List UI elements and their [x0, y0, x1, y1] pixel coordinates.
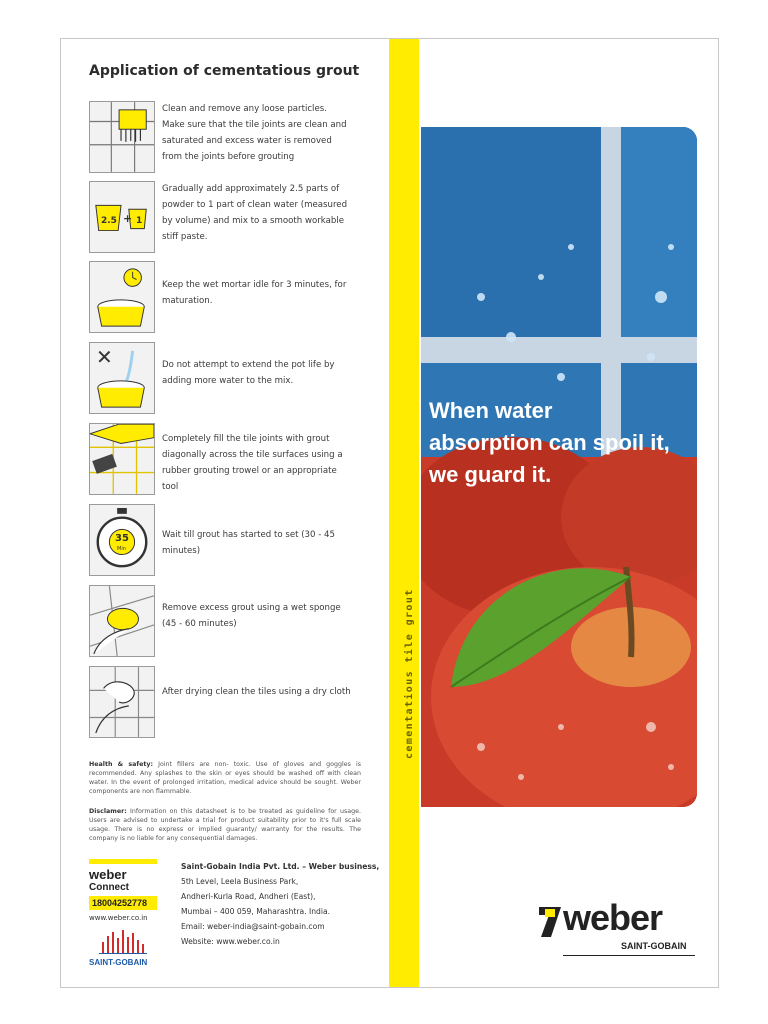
weber-connect-label: Connect	[89, 882, 129, 893]
step-3-text: Keep the wet mortar idle for 3 minutes, for maturation.	[162, 280, 347, 306]
no-extra-water-icon	[89, 342, 155, 414]
logo-underline	[563, 955, 695, 956]
product-name-vertical: cementatious tile grout	[404, 588, 415, 759]
stopwatch-unit: Min	[117, 546, 126, 552]
cross-icon: ✕	[96, 345, 113, 369]
weber-connect-badge	[89, 859, 157, 967]
disclaimer-label: Disclamer:	[89, 808, 127, 815]
address-line-3: Mumbai – 400 059, Maharashtra. India.	[181, 907, 331, 916]
hero-headline	[429, 395, 699, 491]
health-safety-label: Health & safety:	[89, 761, 154, 768]
helpline-number: 18004252778	[89, 896, 157, 910]
weber-connect-brand: weber	[89, 867, 127, 882]
company-email[interactable]: Email: weber-india@saint-gobain.com	[181, 922, 325, 931]
company-name: Saint-Gobain India Pvt. Ltd. – Weber business,	[181, 862, 380, 871]
weber-website-link[interactable]: www.weber.co.in	[89, 914, 148, 922]
health-safety-text: Joint fillers are non- toxic. Use of gloves and goggles is recommended. Any splashes to the skin or eyes should be washed off with clean water. In the event of prolonged irritation, medical advice should be sought. Weber components are non flammable.	[89, 761, 361, 795]
step-2-text: Gradually add approximately 2.5 parts of powder to 1 part of clean water (measured by volume) and mix to a smooth workable stiff paste.	[162, 184, 348, 242]
step-5-text: Completely fill the tile joints with grout diagonally across the tile surfaces using a rubber grouting trowel or an appropriate tool	[162, 434, 343, 492]
weber-logo-mark-icon	[539, 907, 561, 937]
headline-line-3: we guard it.	[429, 462, 552, 487]
saint-gobain-emblem-icon	[89, 928, 157, 954]
address-line-2: Andheri-Kurla Road, Andheri (East),	[181, 892, 316, 901]
mix-plus-label: +	[123, 212, 133, 225]
saint-gobain-label: SAINT-GOBAIN	[89, 958, 148, 967]
step-7-text: Remove excess grout using a wet sponge (45 - 60 minutes)	[162, 603, 341, 629]
step-4-text: Do not attempt to extend the pot life by adding more water to the mix.	[162, 360, 335, 386]
address-line-1: 5th Level, Leela Business Park,	[181, 877, 299, 886]
brush-tile-cleaning-icon	[89, 101, 155, 173]
page-title: Application of cementatious grout	[89, 63, 360, 79]
grout-trowel-icon	[89, 423, 155, 495]
instructions-column	[61, 39, 389, 987]
weber-logo	[539, 897, 695, 959]
weber-logo-subtitle: SAINT-GOBAIN	[621, 941, 687, 951]
product-yellow-strip	[389, 39, 419, 987]
mix-powder-label: 2.5	[101, 216, 117, 226]
headline-line-1: When water	[429, 398, 553, 423]
step-6-text: Wait till grout has started to set (30 - 45 minutes)	[162, 530, 335, 556]
mixing-ratio-icon	[89, 181, 155, 253]
step-1-text: Clean and remove any loose particles. Make sure that the tile joints are clean and saturated and excess water is removed from the joints before grouting	[162, 104, 347, 162]
cloth-wipe-icon	[89, 666, 155, 738]
health-safety-note	[89, 760, 361, 796]
company-address	[181, 859, 386, 949]
weber-logo-word: weber	[563, 897, 663, 938]
timer-bucket-icon	[89, 261, 155, 333]
disclaimer-text: Information on this datasheet is to be treated as guideline for usage. Users are advised to undertake a trial for product suitability prior to it's full scale usage. There is no express or implied guaranty/ warranty for the results. The company is no liable for any consequential damages.	[89, 808, 361, 842]
mix-water-label: 1	[136, 216, 143, 226]
step-8-text: After drying clean the tiles using a dry cloth	[162, 687, 351, 697]
stopwatch-icon	[89, 504, 155, 576]
disclaimer-note	[89, 807, 361, 843]
sponge-icon	[89, 585, 155, 657]
company-website[interactable]: Website: www.weber.co.in	[181, 937, 280, 946]
headline-line-2: absorption can spoil it,	[429, 430, 670, 455]
datasheet-page	[60, 38, 719, 988]
stopwatch-number: 35	[115, 533, 129, 544]
